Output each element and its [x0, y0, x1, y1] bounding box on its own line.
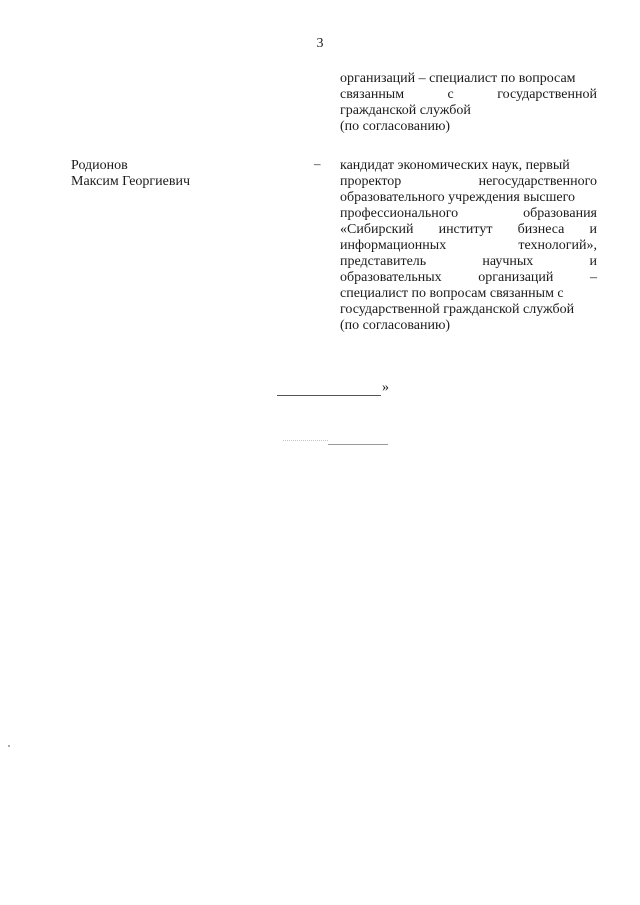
text-line: гражданской службой [340, 103, 471, 118]
margin-mark [8, 745, 10, 747]
text-line: связанным с государственной [340, 87, 597, 102]
name-dash: – [314, 156, 321, 171]
text-line: представитель научных и [340, 254, 597, 269]
text-line: профессионального образования [340, 206, 597, 221]
faint-dotted-rule [283, 440, 328, 441]
member-description [340, 158, 597, 334]
continuation-text [340, 71, 597, 135]
text-line: информационных технологий», [340, 238, 597, 253]
text-line: специалист по вопросам связанным с [340, 286, 564, 301]
member-name [71, 158, 190, 190]
text-line: «Сибирский институт бизнеса и [340, 222, 597, 237]
text-line: (по согласованию) [340, 318, 451, 333]
text-line: (по согласованию) [340, 119, 451, 134]
closing-rule [277, 395, 381, 396]
text-line: организаций – специалист по вопросам [340, 71, 576, 86]
page-number: 3 [316, 36, 324, 51]
text-line: образовательных организаций – [340, 270, 597, 285]
closing-quote: » [382, 380, 389, 395]
text-line: кандидат экономических наук, первый [340, 158, 570, 173]
member-surname: Родионов [71, 158, 128, 173]
text-line: государственной гражданской службой [340, 302, 575, 317]
text-line: образовательного учреждения высшего [340, 190, 575, 205]
text-line: проректор негосударственного [340, 174, 597, 189]
member-given-names: Максим Георгиевич [71, 174, 191, 189]
faint-rule [328, 444, 388, 445]
